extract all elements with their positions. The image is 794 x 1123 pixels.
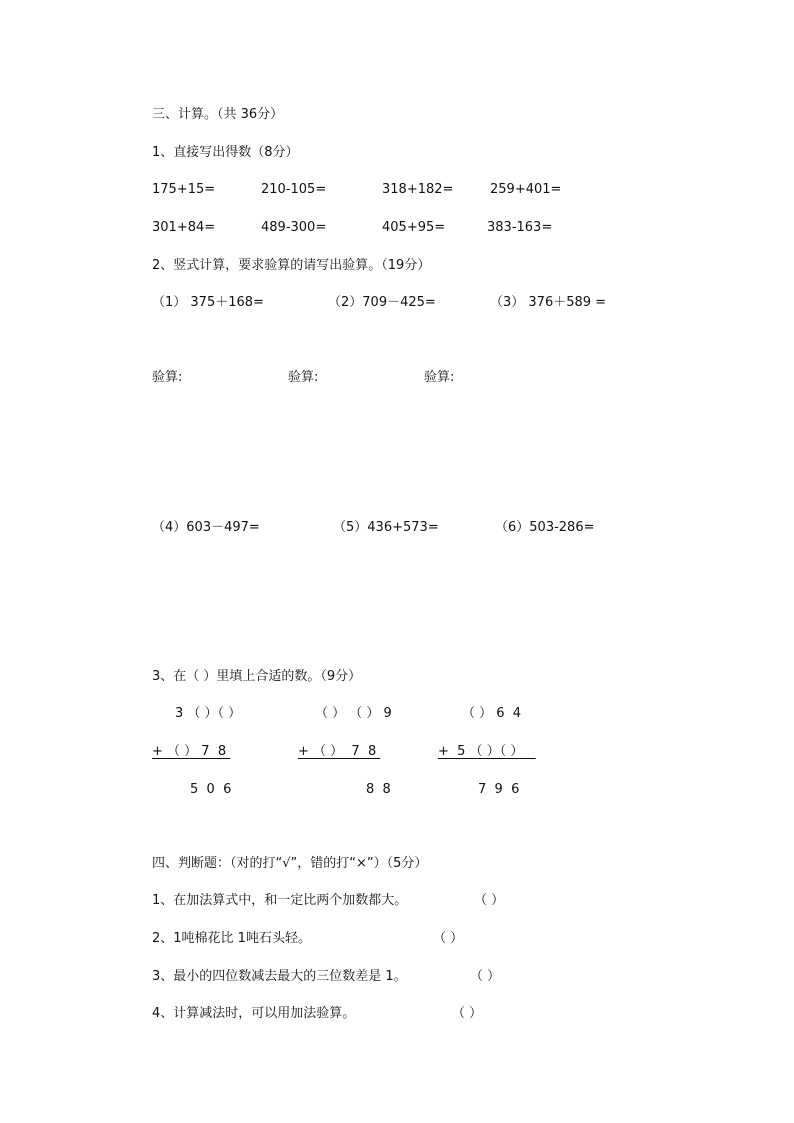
q1-title: 1、直接写出得数（8分） [152, 145, 299, 160]
answer-paren: （ ） [470, 969, 501, 984]
q2-problem: （1） 375＋168= [152, 295, 264, 310]
q1-problem: 405+95= [382, 220, 446, 235]
judgment-item: 1、在加法算式中，和一定比两个加数都大。 [152, 893, 408, 908]
check-label: 验算: [424, 370, 455, 385]
puzzle3-sum: 7 9 6 [478, 782, 520, 797]
q2-problem: （3） 376＋589 = [490, 295, 607, 310]
answer-paren: （ ） [433, 931, 464, 946]
answer-paren: （ ） [452, 1006, 483, 1021]
puzzle2-addend: + （ ） 7 8 [298, 744, 381, 759]
q1-problem: 175+15= [152, 182, 216, 197]
q2-problem: （5）436+573= [333, 520, 439, 535]
puzzle1-sum: 5 0 6 [190, 782, 232, 797]
q1-problem: 318+182= [382, 182, 454, 197]
section3-title: 三、计算。（共 36分） [152, 107, 284, 122]
q1-problem: 383-163= [487, 220, 553, 235]
q1-problem: 259+401= [490, 182, 562, 197]
puzzle3-addend: + 5 （ ）（ ） [438, 744, 536, 759]
judgment-item: 3、最小的四位数减去最大的三位数差是 1。 [152, 969, 407, 984]
puzzle2-sum: 8 8 [366, 782, 391, 797]
check-label: 验算: [152, 370, 183, 385]
q1-problem: 301+84= [152, 220, 216, 235]
q1-problem: 210-105= [261, 182, 327, 197]
puzzle1-top: 3 （ ）（ ） [175, 706, 242, 721]
judgment-item: 2、1吨棉花比 1吨石头轻。 [152, 931, 311, 946]
q3-title: 3、在（ ）里填上合适的数。（9分） [152, 669, 362, 684]
section4-title: 四、判断题：（对的打“√”，错的打“×”）（5分） [152, 856, 428, 871]
q2-problem: （2）709－425= [328, 295, 436, 310]
q2-problem: （6）503-286= [495, 520, 595, 535]
check-label: 验算: [288, 370, 319, 385]
q2-problem: （4）603－497= [152, 520, 260, 535]
puzzle1-addend: + （ ） 7 8 [152, 744, 231, 759]
answer-paren: （ ） [474, 893, 505, 908]
puzzle2-top: （ ） （ ） 9 [315, 706, 392, 721]
q1-problem: 489-300= [261, 220, 327, 235]
q2-title: 2、竖式计算，要求验算的请写出验算。（19分） [152, 258, 431, 273]
judgment-item: 4、计算减法时，可以用加法验算。 [152, 1006, 356, 1021]
puzzle3-top: （ ） 6 4 [462, 706, 522, 721]
